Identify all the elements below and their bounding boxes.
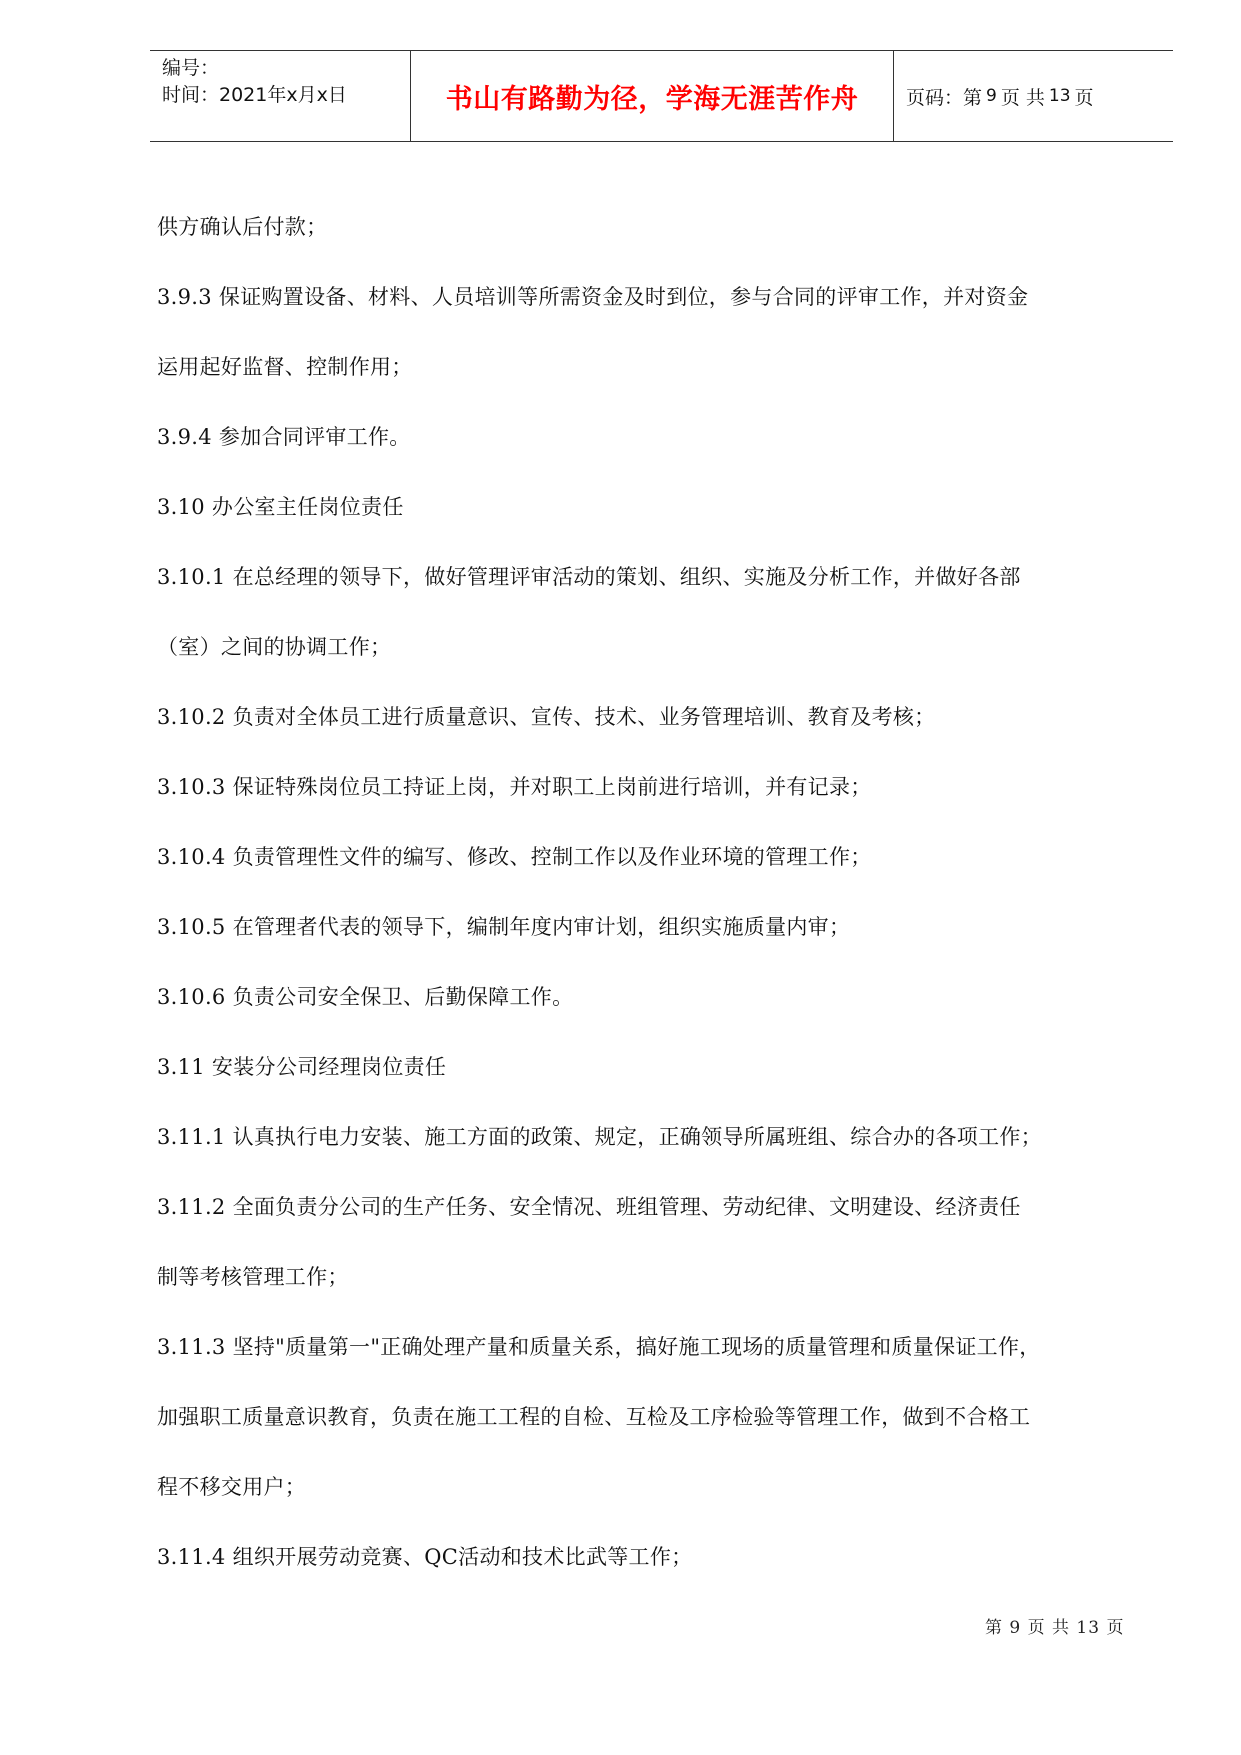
body-line: 3.11.3 坚持"质量第一"正确处理产量和质量关系，搞好施工现场的质量管理和质量保证工作， — [157, 1335, 1041, 1359]
section-heading: 3.11 安装分公司经理岗位责任 — [157, 1055, 447, 1079]
body-line: 3.10.3 保证特殊岗位员工持证上岗，并对职工上岗前进行培训，并有记录； — [157, 775, 872, 799]
body-line: 3.9.4 参加合同评审工作。 — [157, 425, 411, 449]
page-suffix: 页 — [1074, 86, 1094, 109]
document-code-label: 编号： — [162, 57, 220, 79]
header-meta — [150, 51, 410, 141]
body-line: 供方确认后付款； — [157, 215, 328, 239]
body-line: 加强职工质量意识教育，负责在施工工程的自检、互检及工序检验等管理工作，做到不合格工 — [157, 1405, 1031, 1429]
page-header — [150, 50, 1173, 142]
header-motto: 书山有路勤为径，学海无涯苦作舟 — [410, 51, 894, 141]
page-current: 9 — [986, 86, 997, 106]
body-line: 3.9.3 保证购置设备、材料、人员培训等所需资金及时到位，参与合同的评审工作，并对资金 — [157, 285, 1029, 309]
body-line: 3.10.5 在管理者代表的领导下，编制年度内审计划，组织实施质量内审； — [157, 915, 851, 939]
section-heading: 3.10 办公室主任岗位责任 — [157, 495, 404, 519]
document-date-label: 时间：2021年x月x日 — [162, 84, 347, 106]
body-line: 程不移交用户； — [157, 1475, 307, 1499]
body-line: 3.11.4 组织开展劳动竞赛、QC活动和技术比武等工作； — [157, 1545, 693, 1569]
body-line: 3.10.2 负责对全体员工进行质量意识、宣传、技术、业务管理培训、教育及考核； — [157, 705, 936, 729]
body-line: 运用起好监督、控制作用； — [157, 355, 413, 379]
body-line: 制等考核管理工作； — [157, 1265, 349, 1289]
body-line: （室）之间的协调工作； — [157, 635, 392, 659]
body-line: 3.11.2 全面负责分公司的生产任务、安全情况、班组管理、劳动纪律、文明建设、经济责任 — [157, 1195, 1021, 1219]
body-line: 3.11.1 认真执行电力安装、施工方面的政策、规定，正确领导所属班组、综合办的各项工作； — [157, 1125, 1042, 1149]
page-prefix: 页码：第 — [906, 86, 983, 109]
header-page-number — [894, 51, 1173, 141]
page-mid: 页 共 — [1000, 86, 1045, 109]
document-body — [157, 192, 1167, 1592]
page-footer: 第 9 页 共 13 页 — [985, 1618, 1125, 1638]
body-line: 3.10.6 负责公司安全保卫、后勤保障工作。 — [157, 985, 574, 1009]
page-total: 13 — [1048, 86, 1071, 106]
body-line: 3.10.4 负责管理性文件的编写、修改、控制工作以及作业环境的管理工作； — [157, 845, 872, 869]
body-line: 3.10.1 在总经理的领导下，做好管理评审活动的策划、组织、实施及分析工作，并做好各部 — [157, 565, 1021, 589]
